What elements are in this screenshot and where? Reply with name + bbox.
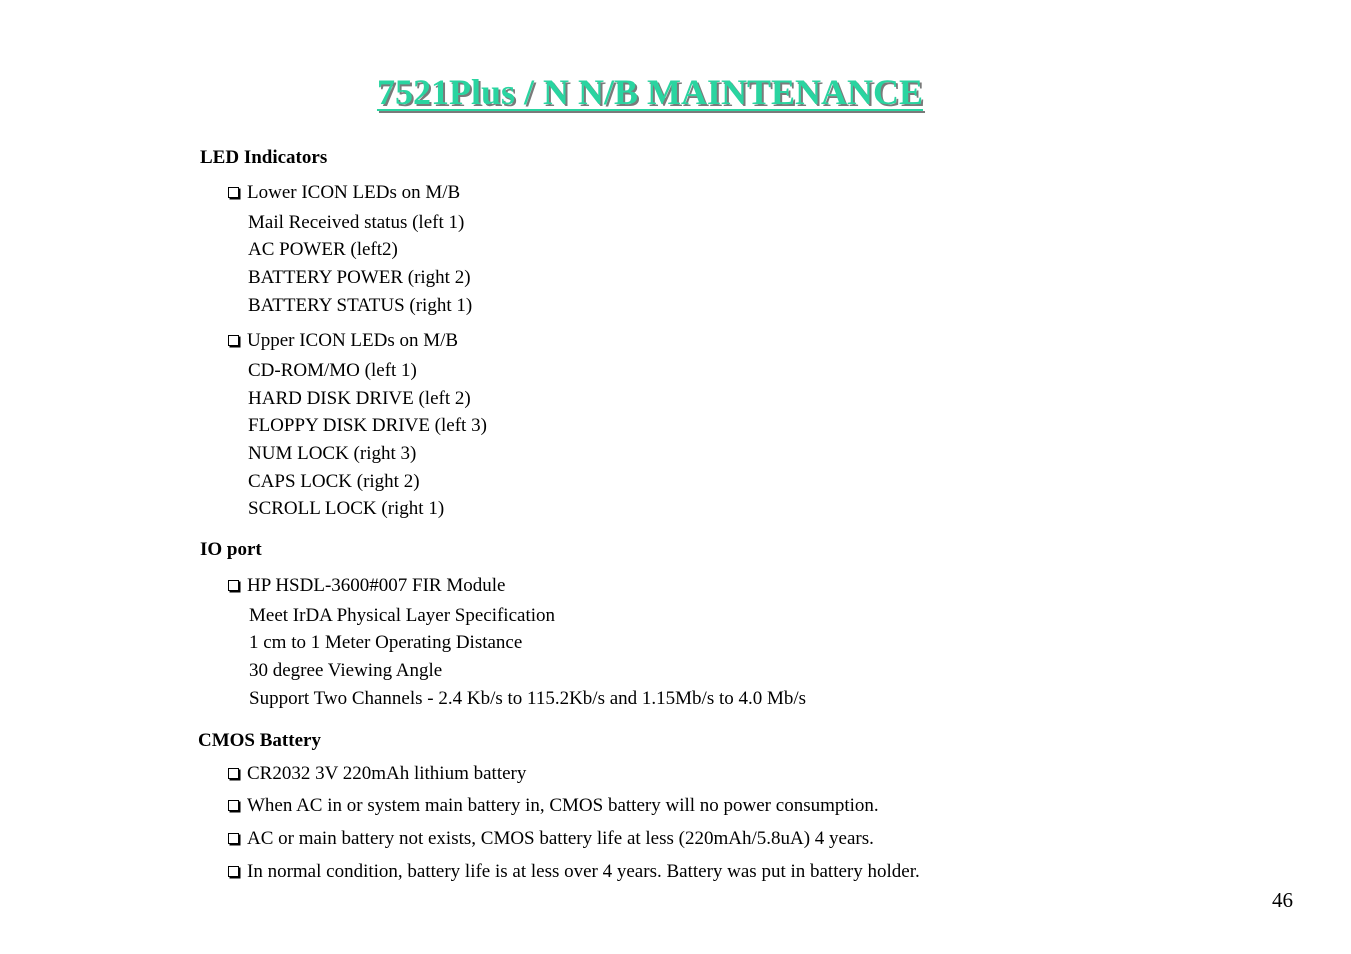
list-item: BATTERY STATUS (right 1): [248, 295, 473, 316]
checkbox-bullet-icon: [228, 768, 239, 779]
list-item: 1 cm to 1 Meter Operating Distance: [249, 632, 523, 653]
bullet-label: CR2032 3V 220mAh lithium battery: [247, 763, 527, 784]
checkbox-bullet-icon: [228, 335, 239, 346]
bullet-label: Upper ICON LEDs on M/B: [247, 330, 459, 351]
bullet-cmos-3: [228, 828, 874, 850]
list-item: HARD DISK DRIVE (left 2): [248, 388, 471, 409]
checkbox-bullet-icon: [228, 187, 239, 198]
bullet-fir-module: [228, 575, 505, 597]
checkbox-bullet-icon: [228, 580, 239, 591]
bullet-label: When AC in or system main battery in, CMOS battery will no power consumption.: [247, 795, 879, 816]
bullet-lower-icon-leds: [228, 182, 460, 204]
checkbox-bullet-icon: [228, 866, 239, 877]
section-heading-cmos: CMOS Battery: [198, 730, 321, 751]
page-title: 7521Plus / N N/B MAINTENANCE: [376, 72, 924, 112]
list-item: BATTERY POWER (right 2): [248, 267, 471, 288]
list-item: CD-ROM/MO (left 1): [248, 360, 417, 381]
bullet-cmos-1: [228, 763, 526, 785]
bullet-upper-icon-leds: [228, 330, 458, 352]
bullet-label: HP HSDL-3600#007 FIR Module: [247, 575, 506, 596]
section-heading-led: LED Indicators: [200, 147, 328, 168]
section-heading-io: IO port: [200, 539, 262, 560]
list-item: Mail Received status (left 1): [248, 212, 465, 233]
checkbox-bullet-icon: [228, 833, 239, 844]
list-item: NUM LOCK (right 3): [248, 443, 417, 464]
bullet-cmos-2: [228, 795, 879, 817]
list-item: Meet IrDA Physical Layer Specification: [249, 605, 556, 626]
bullet-label: In normal condition, battery life is at less over 4 years. Battery was put in battery holder.: [247, 861, 920, 882]
bullet-label: Lower ICON LEDs on M/B: [247, 182, 461, 203]
checkbox-bullet-icon: [228, 800, 239, 811]
list-item: Support Two Channels - 2.4 Kb/s to 115.2Kb/s and 1.15Mb/s to 4.0 Mb/s: [249, 688, 807, 709]
list-item: SCROLL LOCK (right 1): [248, 498, 445, 519]
list-item: 30 degree Viewing Angle: [249, 660, 443, 681]
page-number: 46: [1272, 888, 1293, 912]
list-item: AC POWER (left2): [248, 239, 398, 260]
bullet-cmos-4: [228, 861, 920, 883]
list-item: CAPS LOCK (right 2): [248, 471, 420, 492]
list-item: FLOPPY DISK DRIVE (left 3): [248, 415, 487, 436]
bullet-label: AC or main battery not exists, CMOS battery life at less (220mAh/5.8uA) 4 years.: [247, 828, 874, 849]
